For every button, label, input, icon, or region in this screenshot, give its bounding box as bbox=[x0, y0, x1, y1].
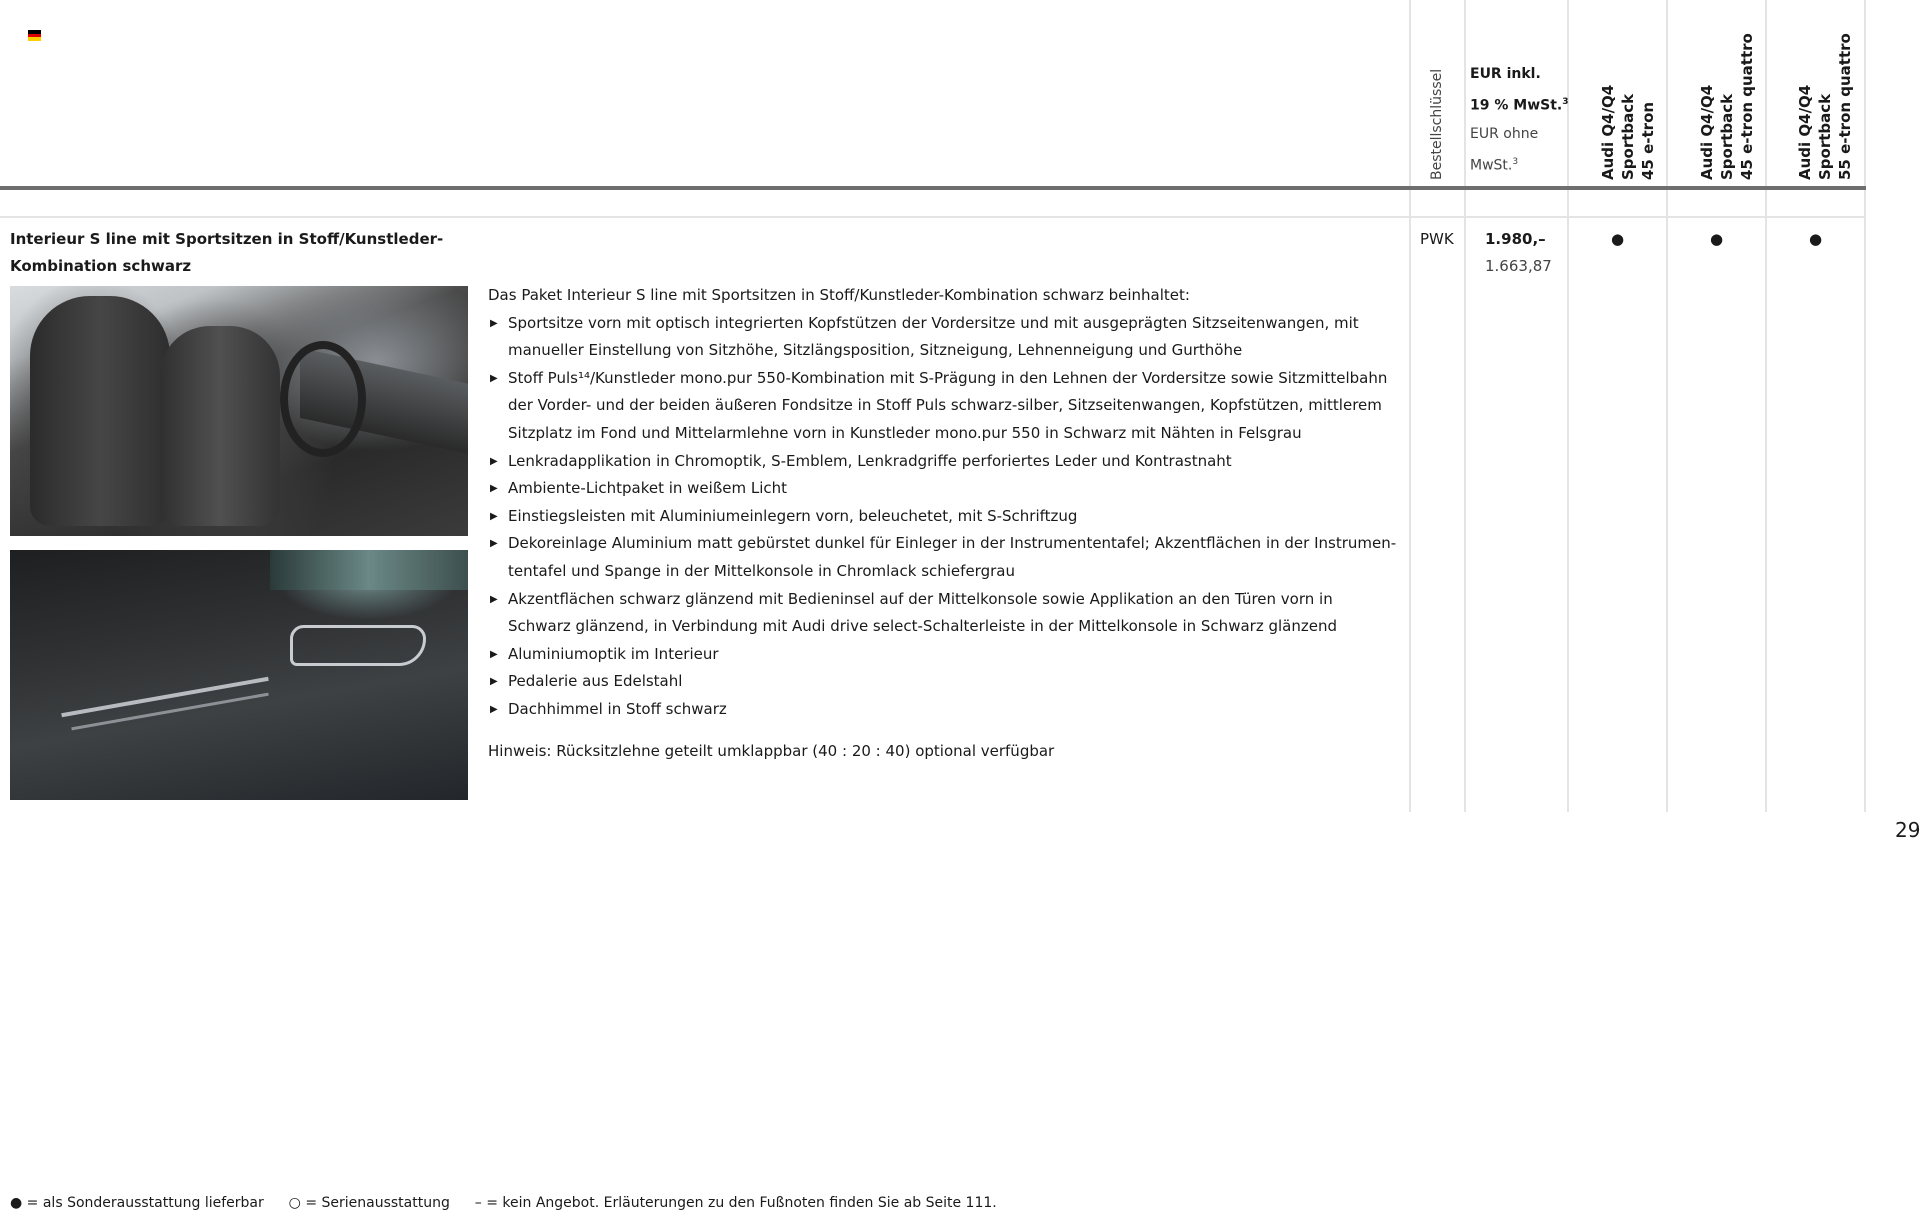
list-item bbox=[488, 586, 1398, 641]
column-divider bbox=[1864, 0, 1866, 812]
column-divider bbox=[1464, 0, 1466, 812]
price-incl-vat-header bbox=[1470, 88, 1570, 120]
bullet-arrow-icon: ▶ bbox=[490, 676, 498, 688]
filled-dot-icon: ● bbox=[10, 1195, 23, 1211]
legend-not-available: = kein Angebot. Erläuterungen zu den Fußnoten finden Sie ab Seite 111. bbox=[486, 1195, 997, 1211]
row-separator bbox=[0, 216, 1866, 218]
feature-list bbox=[488, 310, 1398, 724]
bullet-arrow-icon: ▶ bbox=[490, 538, 498, 550]
bullet-arrow-icon: ▶ bbox=[490, 483, 498, 495]
price-excl-vat: MwSt. bbox=[1470, 157, 1513, 174]
photo-front-seat bbox=[30, 296, 170, 526]
bullet-arrow-icon: ▶ bbox=[490, 372, 498, 384]
list-item bbox=[488, 365, 1398, 448]
price-incl-value: 1.980,– bbox=[1485, 230, 1546, 248]
bullet-arrow-icon: ▶ bbox=[490, 593, 498, 605]
price-excl-vat-header bbox=[1470, 148, 1570, 180]
bullet-arrow-icon: ▶ bbox=[490, 648, 498, 660]
feature-text: Lenkradapplikation in Chromoptik, S-Emblem, Lenkradgriffe perforiertes Leder und Kontrastnaht bbox=[508, 451, 1232, 470]
model-header-55-etron-quattro: Audi Q4/Q4 Sportback 55 e-tron quattro bbox=[1796, 33, 1854, 180]
order-key-value: PWK bbox=[1420, 230, 1454, 248]
model-header-45-etron-quattro: Audi Q4/Q4 Sportback 45 e-tron quattro bbox=[1698, 33, 1756, 180]
item-description bbox=[488, 282, 1398, 765]
price-incl-vat: 19 % MwSt. bbox=[1470, 97, 1563, 114]
feature-text: Dekoreinlage Aluminium matt gebürstet dunkel für Einleger in der Instrumententafel; Akzentflächen in der Instrumen-tentafel und Spange in der Mittelkonsole in Chromlack schiefergrau bbox=[508, 534, 1397, 580]
page-number: 29 bbox=[1895, 818, 1920, 842]
footnote-ref: 3 bbox=[1512, 156, 1519, 167]
feature-text: Pedalerie aus Edelstahl bbox=[508, 672, 683, 691]
price-values bbox=[1485, 226, 1552, 280]
order-key-header: Bestellschlüssel bbox=[1429, 68, 1445, 180]
feature-text: Sportsitze vorn mit optisch integrierten Kopfstützen der Vordersitze und mit ausgeprägten Sitzseitenwangen, mit manueller Einstellung von Sitzhöhe, Sitzlängsposition, Sitzneigung, Lehnenneigung und Gurthöhe bbox=[508, 313, 1359, 360]
feature-text: Ambiente-Lichtpaket in weißem Licht bbox=[508, 479, 788, 498]
price-excl-header bbox=[1470, 120, 1570, 148]
footnote-ref: 3 bbox=[1562, 97, 1569, 107]
column-divider bbox=[1765, 0, 1767, 812]
photo-steering-wheel bbox=[280, 341, 366, 457]
legend-optional: = als Sonderausstattung lieferbar bbox=[26, 1195, 264, 1211]
column-divider bbox=[1409, 0, 1411, 812]
price-incl-label: EUR inkl. bbox=[1470, 66, 1541, 82]
legend-standard: = Serienausstattung bbox=[305, 1195, 450, 1211]
legend-footer bbox=[10, 1195, 997, 1211]
price-incl-header bbox=[1470, 60, 1570, 88]
price-excl-label: EUR ohne bbox=[1470, 125, 1539, 142]
list-item bbox=[488, 696, 1398, 724]
list-item bbox=[488, 641, 1398, 669]
bullet-arrow-icon: ▶ bbox=[490, 317, 498, 329]
header-rule bbox=[0, 186, 1866, 190]
item-title: Interieur S line mit Sportsitzen in Stoff/Kunstleder-Kombination schwarz bbox=[10, 230, 444, 275]
dash-icon: – bbox=[474, 1195, 482, 1211]
feature-text: Dachhimmel in Stoff schwarz bbox=[508, 699, 727, 718]
model-header-45-etron: Audi Q4/Q4 Sportback 45 e-tron bbox=[1599, 84, 1657, 180]
list-item bbox=[488, 448, 1398, 476]
list-item bbox=[488, 475, 1398, 503]
item-note: Hinweis: Rücksitzlehne geteilt umklappbar (40 : 20 : 40) optional verfügbar bbox=[488, 741, 1055, 760]
photo-window bbox=[270, 550, 468, 590]
interior-seats-photo bbox=[10, 286, 468, 536]
price-excl-value: 1.663,87 bbox=[1485, 257, 1552, 275]
column-divider bbox=[1666, 0, 1668, 812]
interior-dashboard-photo bbox=[10, 550, 468, 800]
list-item bbox=[488, 530, 1398, 585]
bullet-arrow-icon: ▶ bbox=[490, 510, 498, 522]
photo-rear-seat bbox=[160, 326, 280, 526]
flag-stripe-gold bbox=[28, 37, 41, 41]
availability-55-etron-quattro: ● bbox=[1808, 230, 1823, 248]
feature-text: Stoff Puls¹⁴/Kunstleder mono.pur 550-Kombination mit S-Prägung in den Lehnen der Vordersitze sowie Sitzmittelbahn der Vorder- und der beiden äußeren Fondsitze in Stoff Puls schwarz-silber, Sitzseitenwangen, Kopfstützen, mittlerem Sitzplatz im Fond und Mittelarmlehne vorn in Kunstleder mono.pur 550 in Schwarz mit Nähten in Felsgrau bbox=[508, 368, 1388, 442]
list-item bbox=[488, 503, 1398, 531]
bullet-arrow-icon: ▶ bbox=[490, 455, 498, 467]
availability-45-etron: ● bbox=[1610, 230, 1625, 248]
photo-trim-strip bbox=[71, 693, 268, 731]
list-item bbox=[488, 668, 1398, 696]
feature-text: Einstiegsleisten mit Aluminiumeinlegern vorn, beleuchetet, mit S-Schriftzug bbox=[508, 506, 1078, 525]
list-item bbox=[488, 310, 1398, 365]
feature-text: Aluminiumoptik im Interieur bbox=[508, 644, 719, 663]
bullet-arrow-icon: ▶ bbox=[490, 703, 498, 715]
empty-circle-icon: ○ bbox=[288, 1195, 301, 1211]
availability-45-etron-quattro: ● bbox=[1709, 230, 1724, 248]
description-intro: Das Paket Interieur S line mit Sportsitzen in Stoff/Kunstleder-Kombination schwarz beinhaltet: bbox=[488, 286, 1190, 304]
price-header bbox=[1470, 60, 1570, 179]
german-flag-icon bbox=[28, 30, 41, 41]
photo-door-handle bbox=[290, 625, 426, 666]
feature-text: Akzentflächen schwarz glänzend mit Bedieninsel auf der Mittelkonsole sowie Applikation an den Türen vorn in Schwarz glänzend, in Verbindung mit Audi drive select-Schalterleiste in der Mittelkonsole in Schwarz glänzend bbox=[508, 589, 1337, 636]
